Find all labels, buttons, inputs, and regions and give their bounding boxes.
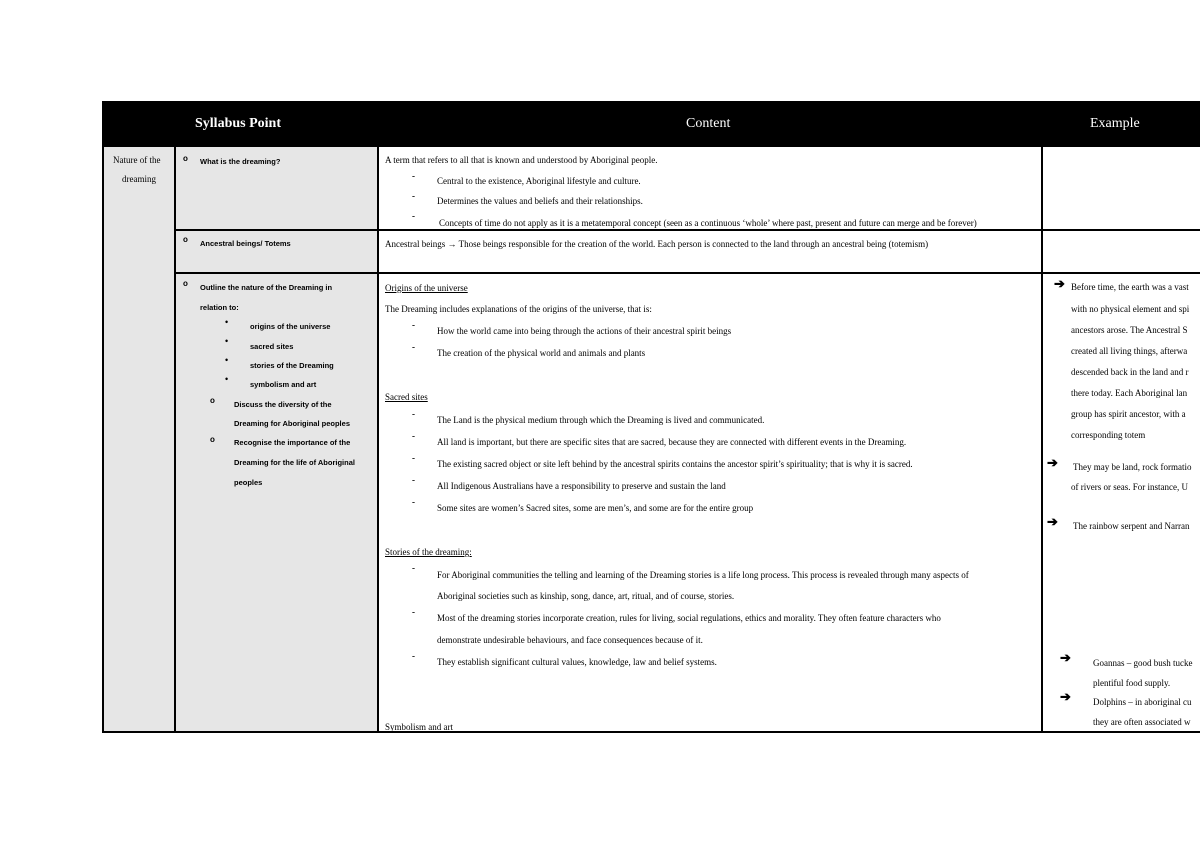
dash-bullet-icon: - <box>412 607 415 617</box>
square-bullet-icon: o <box>183 235 188 244</box>
stories-bullet-2-line-1: Most of the dreaming stories incorporate creation, rules for living, social regulations, ethics and morality. They often feature characters who <box>437 613 941 623</box>
point-what-is-dreaming: What is the dreaming? <box>200 157 281 166</box>
example-1-line: there today. Each Aboriginal lan <box>1071 388 1188 398</box>
divider-content <box>1041 147 1043 733</box>
example-5-line-1: Dolphins – in aboriginal cu <box>1093 697 1192 707</box>
arrow-right-icon: ➔ <box>1060 650 1071 665</box>
symbolism-heading: Symbolism and art <box>385 722 453 732</box>
example-3: The rainbow serpent and Narran <box>1073 521 1190 531</box>
point-recognise-line-1: Recognise the importance of the <box>234 438 351 447</box>
dash-bullet-icon: - <box>412 431 415 441</box>
example-1-line: group has spirit ancestor, with a <box>1071 409 1186 419</box>
sacred-bullet: All land is important, but there are specific sites that are sacred, because they are connected with different events in the Dreaming. <box>437 437 907 447</box>
dash-bullet-icon: - <box>412 191 415 201</box>
border-left <box>102 101 104 733</box>
point-discuss-line-1: Discuss the diversity of the <box>234 400 332 409</box>
border-bottom <box>102 731 1200 733</box>
arrow-right-icon: ➔ <box>1054 276 1065 291</box>
example-1-line: descended back in the land and r <box>1071 367 1189 377</box>
origins-bullet: The creation of the physical world and animals and plants <box>437 348 646 358</box>
dash-bullet-icon: - <box>412 651 415 661</box>
header-syllabus-point: Syllabus Point <box>195 116 281 131</box>
point-discuss-line-2: Dreaming for Aboriginal peoples <box>234 419 350 428</box>
header-example: Example <box>1090 116 1140 131</box>
example-1-line: corresponding totem <box>1071 430 1146 440</box>
sacred-heading: Sacred sites <box>385 392 428 402</box>
sacred-bullet: Some sites are women’s Sacred sites, some are men’s, and some are for the entire group <box>437 503 754 513</box>
dash-bullet-icon: - <box>412 453 415 463</box>
sub-item: origins of the universe <box>250 322 331 331</box>
dash-bullet-icon: - <box>412 497 415 507</box>
example-2-line-1: They may be land, rock formatio <box>1073 462 1192 472</box>
topic-line-1: Nature of the <box>113 155 161 165</box>
row2-content: Ancestral beings → Those beings responsible for the creation of the world. Each person is connected to the land through an ancestral being (totemism) <box>385 239 929 249</box>
round-bullet-icon: • <box>225 317 229 327</box>
example-1-line: Before time, the earth was a vast <box>1071 282 1189 292</box>
example-2-line-2: of rivers or seas. For instance, U <box>1071 482 1188 492</box>
dash-bullet-icon: - <box>412 171 415 181</box>
square-bullet-icon: o <box>183 279 188 288</box>
example-1-line: with no physical element and spi <box>1071 304 1190 314</box>
point-outline-line-2: relation to: <box>200 303 239 312</box>
stories-bullet-1-line-1: For Aboriginal communities the telling and learning of the Dreaming stories is a life long process. This process is revealed through many aspects of <box>437 570 969 580</box>
topic-line-2: dreaming <box>122 174 156 184</box>
sub-item: symbolism and art <box>250 380 317 389</box>
divider-syllabus <box>377 147 379 733</box>
stories-bullet-3: They establish significant cultural values, knowledge, law and belief systems. <box>437 657 717 667</box>
square-bullet-icon: o <box>210 396 215 405</box>
example-1-line: created all living things, afterwa <box>1071 346 1188 356</box>
dash-bullet-icon: - <box>412 475 415 485</box>
row1-bottom <box>174 229 1200 231</box>
round-bullet-icon: • <box>225 374 229 384</box>
row1-bullet: Central to the existence, Aboriginal lifestyle and culture. <box>437 176 641 186</box>
sacred-bullet: The Land is the physical medium through which the Dreaming is lived and communicated. <box>437 415 765 425</box>
point-recognise-line-2: Dreaming for the life of Aboriginal <box>234 458 355 467</box>
example-4-line-1: Goannas – good bush tucke <box>1093 658 1193 668</box>
row1-intro: A term that refers to all that is known and understood by Aboriginal people. <box>385 155 658 165</box>
table-header <box>102 101 1200 147</box>
round-bullet-icon: • <box>225 336 229 346</box>
dash-bullet-icon: - <box>412 563 415 573</box>
origins-bullet: How the world came into being through the actions of their ancestral spirit beings <box>437 326 732 336</box>
sacred-bullet: The existing sacred object or site left behind by the ancestral spirits contains the ancestor spirit’s spirituality; that is why it is sacred. <box>437 459 913 469</box>
sacred-bullet: All Indigenous Australians have a responsibility to preserve and sustain the land <box>437 481 726 491</box>
topic-column-bg <box>102 147 174 733</box>
header-content: Content <box>686 116 731 131</box>
round-bullet-icon: • <box>225 355 229 365</box>
row1-bullet: Concepts of time do not apply as it is a metatemporal concept (seen as a continuous ‘whole’ where past, present and future can merge and be forever) <box>439 218 977 228</box>
arrow-right-icon: ➔ <box>1047 455 1058 470</box>
row1-bullet: Determines the values and beliefs and their relationships. <box>437 196 643 206</box>
sub-item: sacred sites <box>250 342 294 351</box>
point-recognise-line-3: peoples <box>234 478 263 487</box>
example-1-line: ancestors arose. The Ancestral S <box>1071 325 1188 335</box>
square-bullet-icon: o <box>183 154 188 163</box>
example-5-line-2: they are often associated w <box>1093 717 1191 727</box>
stories-bullet-1-line-2: Aboriginal societies such as kinship, song, dance, art, ritual, and of course, stories. <box>437 591 735 601</box>
example-4-line-2: plentiful food supply. <box>1093 678 1171 688</box>
dash-bullet-icon: - <box>412 342 415 352</box>
stories-heading: Stories of the dreaming: <box>385 547 472 557</box>
point-outline-line-1: Outline the nature of the Dreaming in <box>200 283 333 292</box>
dash-bullet-icon: - <box>412 320 415 330</box>
dash-bullet-icon: - <box>412 409 415 419</box>
stories-bullet-2-line-2: demonstrate undesirable behaviours, and face consequences because of it. <box>437 635 703 645</box>
divider-topic <box>174 147 176 733</box>
dash-bullet-icon: - <box>412 211 415 221</box>
origins-heading: Origins of the universe <box>385 283 468 293</box>
arrow-right-icon: ➔ <box>1060 689 1071 704</box>
origins-intro: The Dreaming includes explanations of the origins of the universe, that is: <box>385 304 652 314</box>
arrow-right-icon: ➔ <box>1047 514 1058 529</box>
row2-bottom <box>174 272 1200 274</box>
sub-item: stories of the Dreaming <box>250 361 334 370</box>
point-ancestral-beings: Ancestral beings/ Totems <box>200 239 291 248</box>
square-bullet-icon: o <box>210 435 215 444</box>
syllabus-table <box>102 101 1200 733</box>
